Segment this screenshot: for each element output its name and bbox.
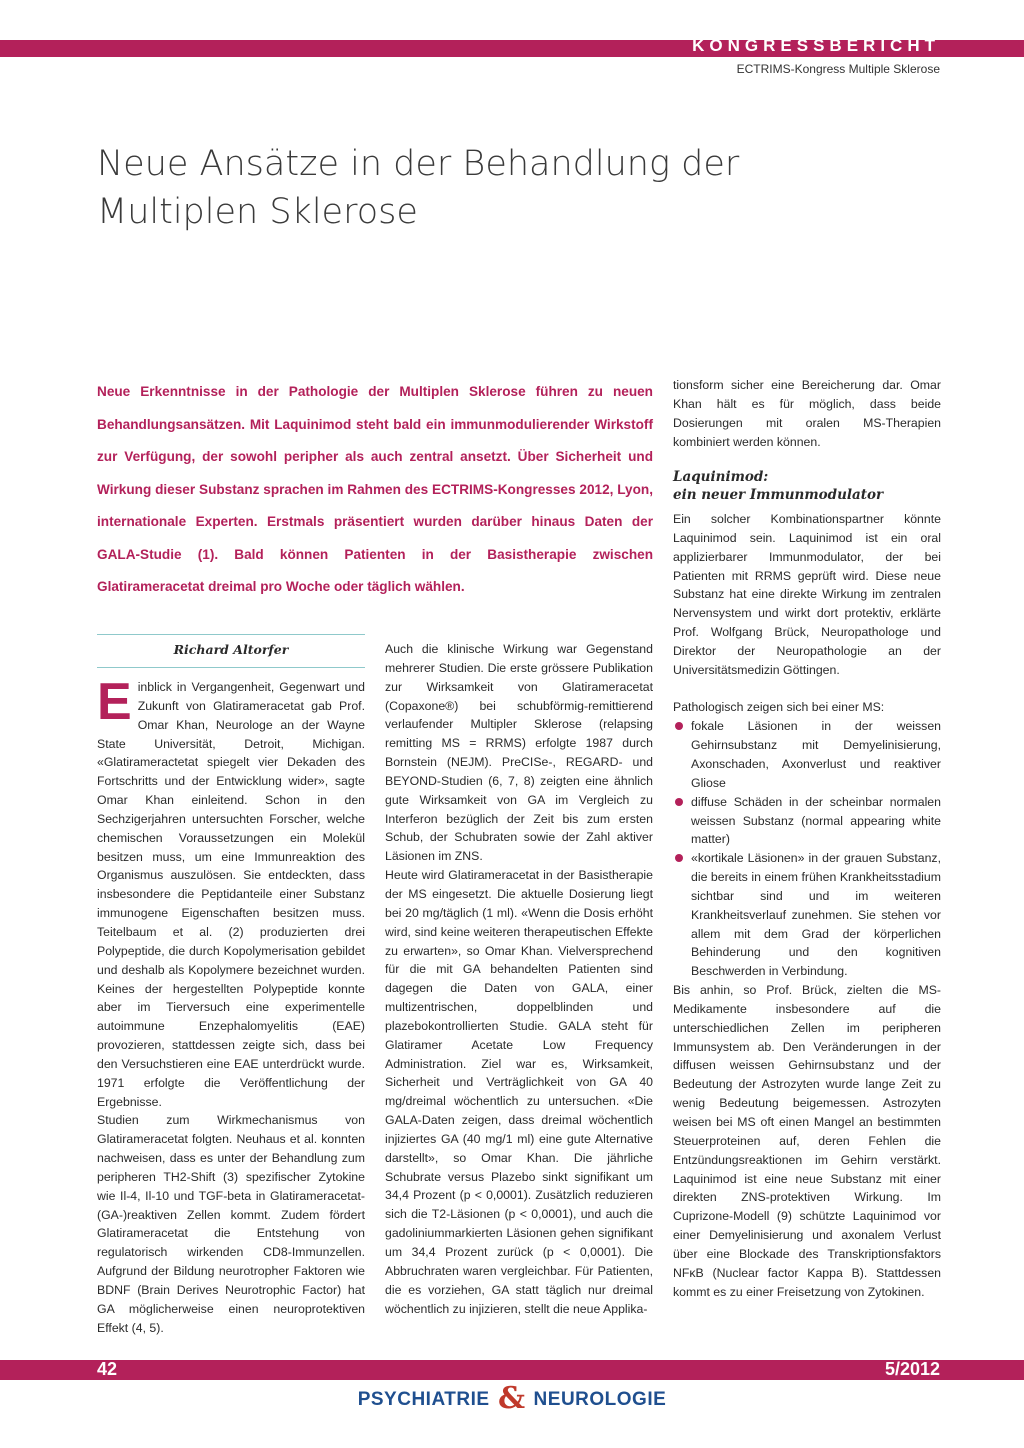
list-item: diffuse Schäden in der scheinbar normalen weissen Substanz (normal appearing white matter) [673,793,941,850]
list-item: «kortikale Läsionen» in der grauen Substanz, die bereits in einem frühen Krankheitsstadium sichtbar sind und im weiteren Krankheitsverlauf zunehmen. Sie stehen vor allem mit dem Grad der körperlichen Behinderung und den kognitiven Beschwerden in Verbindung. [673,849,941,981]
paragraph [97,673,365,1111]
section-kicker: KONGRESSBERICHT [692,36,940,55]
paragraph: tionsform sicher eine Bereicherung dar. Omar Khan hält es für möglich, dass beide Dosierungen mit oralen MS-Therapien kombiniert werden können. [673,378,941,449]
journal-logo-ampersand: & [498,1381,526,1416]
paragraph: Studien zum Wirkmechanismus von Glatirameracetat folgten. Neuhaus et al. konnten nachweisen, dass es unter der Behandlung zum peripheren TH2-Shift (3) spezifischer Zytokine wie Il-4, Il-10 und TGF-beta in Glatirameracetat-(GA-)reaktiven Zellen kommt. Zudem fördert Glatirameracetat die Entstehung von regulatorisch wirkenden CD8-Immunzellen. Aufgrund der Bildung neurotropher Faktoren wie BDNF (Brain Derives Neurotrophic Factor) hat GA möglicherweise einen neuroprotektiven Effekt (4, 5). [97,1113,365,1335]
section-subtitle: ECTRIMS-Kongress Multiple Sklerose [736,62,940,76]
paragraph: Auch die klinische Wirkung war Gegenstand mehrerer Studien. Die erste grössere Publikation zur Wirksamkeit von Glatirameracetat (Copaxone®) bei schubförmig-remittierend verlaufender Multipler Sklerose (relapsing remitting MS = RRMS) erfolgte 1987 durch Bornstein (NEJM). PreCISe-, REGARD- und BEYOND-Studien (6, 7, 8) zeigten eine ähnlich gute Wirksamkeit von GA im Vergleich zu Interferon bezüglich der Zeit bis zum ersten Schub, der Schubraten sowie der Zahl aktiver Läsionen im ZNS. [385,642,653,864]
paragraph: Bis anhin, so Prof. Brück, zielten die MS-Medikamente insbesondere auf die unterschiedlichen Zellen im peripheren Immunsystem ab. Den Veränderungen in der diffusen weissen Gehirnsubstanz und der Bedeutung der Astrozyten wurde lange Zeit zu wenig Bedeutung beigemessen. Astrozyten weisen bei MS oft einen Mangel an bestimmten Steuerproteinen auf, deren Fehlen die Entzündungsreaktionen im Gehirn verstärkt. Laquinimod ist eine neue Substanz mit einer direkten ZNS-protektiven Wirkung. Im Cuprizone-Modell (9) schützte Laquinimod vor einer Demyelinisierung und axonalem Verlust über eine Blockade des Transkriptionsfaktors NFκB (Nuclear factor Kappa B). Stattdessen kommt es zu einer Freisetzung von Zytokinen. [673,983,941,1299]
article-lead: Neue Erkenntnisse in der Pathologie der Multiplen Sklerose führen zu neuen Behandlungsansätzen. Mit Laquinimod steht bald ein immunmodulierender Wirkstoff zur Verfügung, der sowohl peripher als auch zentral ansetzt. Über Sicherheit und Wirkung dieser Substanz sprachen im Rahmen des ECTRIMS-Kongresses 2012, Lyon, internationale Experten. Erstmals präsentiert wurden darüber hinaus Daten der GALA-Studie (1). Bald können Patienten in der Basistherapie zwischen Glatirameracetat dreimal pro Woche oder täglich wählen. [97,384,653,594]
paragraph-text: inblick in Vergangenheit, Gegenwart und Zukunft von Glatirameracetat gab Prof. Omar Khan, Neurologe an der Wayne State Universität, Detroit, Michigan. «Glatirameractetat spiegelt vier Dekaden des Fortschritts und der Entwicklung wider», sagte Omar Khan einleitend. Schon in den Sechzigerjahren untersuchten Forscher, welche chemischen Voraussetzungen ein Molekül besitzen muss, um eine Immunreaktion des Organismus auszulösen. Sie entdeckten, dass insbesondere die Peptidanteile einer Substanz immunogene Eigenschaften besitzen muss. Teitelbaum et al. (2) produzierten drei Polypeptide, die durch Kopolymerisation gebildet und deshalb als Kopolymere bezeichnet wurden. Keines der hergestellten Polypeptide konnte aber im Tierversuch eine experimentelle autoimmune Enzephalomyelitis (EAE) provozieren, stattdessen zeigte sich, dass bei den Versuchstieren eine EAE unterdrückt wurde. 1971 erfolgte die Veröffentlichung der Ergebnisse. [97,680,365,1109]
page-number: 42 [97,1359,118,1379]
list-intro: Pathologisch zeigen sich bei einer MS: [673,700,885,715]
article-title [97,140,797,236]
section-heading-line: Laquinimod: [673,469,769,485]
section-heading [673,468,941,504]
author-box [97,634,365,668]
journal-logo [0,1378,1024,1416]
journal-logo-word: NEUROLOGIE [533,1389,667,1410]
column-2 [385,640,653,1318]
drop-cap: E [97,673,132,731]
column-1 [97,673,365,1338]
footer-band [0,1360,1024,1380]
issue-number: 5/2012 [884,1359,940,1379]
column-3 [673,510,941,1301]
journal-logo-word: PSYCHIATRIE [357,1389,490,1410]
paragraph: Ein solcher Kombinationspartner könnte Laquinimod sein. Laquinimod ist ein oral applizierbarer Immunmodulator, der bei Patienten mit RRMS geprüft wird. Diese neue Substanz hat eine direkte Wirkung im zentralen Nervensystem und wirkt dort protektiv, erklärte Prof. Wolfgang Brück, Neuropathologe und Direktor der Neuropathologie an der Universitätsmedizin Göttingen. [673,512,941,677]
bullet-list [673,717,941,981]
section-heading-line: ein neuer Immunmodulator [673,487,884,503]
article-title-line: Multiplen Sklerose [97,192,418,232]
article-title-line: Neue Ansätze in der Behandlung der [97,144,740,184]
column-3-continuation [673,376,941,451]
list-item: fokale Läsionen in der weissen Gehirnsubstanz mit Demyelinisierung, Axonschaden, Axonverlust und reaktiver Gliose [673,717,941,792]
paragraph: Heute wird Glatirameracetat in der Basistherapie der MS eingesetzt. Die aktuelle Dosierung liegt bei 20 mg/täglich (1 ml). «Wenn die Dosis erhöht wird, sind keine weiteren therapeutischen Effekte zu erwarten», so Omar Khan. Vielversprechend für die mit GA behandelten Patienten sind dagegen die Daten von GALA, einer multizentrischen, doppelblinden und plazebokontrollierten Studie. GALA steht für Glatiramer Acetate Low Frequency Administration. Ziel war es, Wirksamkeit, Sicherheit und Verträglichkeit von GA 40 mg/dreimal wöchentlich zu untersuchen. «Die GALA-Daten zeigen, dass dreimal wöchentlich injiziertes GA (40 mg/1 ml) eine gute Alternative darstellt», so Omar Khan. Die jährliche Schubrate versus Plazebo sinkt signifikant um 34,4 Prozent (p < 0,0001). Zusätzlich reduzieren sich die T2-Läsionen (p < 0,0001), und auch die gadoliniummarkierten Läsionen gehen signifikant um 34,4 Prozent zurück (p < 0,0001). Die Abbruchraten waren vergleichbar. Für Patienten, die es vorziehen, GA statt täglich nur dreimal wöchentlich zu injizieren, stellt die neue Applika- [385,868,653,1316]
author-name: Richard Altorfer [173,642,289,657]
